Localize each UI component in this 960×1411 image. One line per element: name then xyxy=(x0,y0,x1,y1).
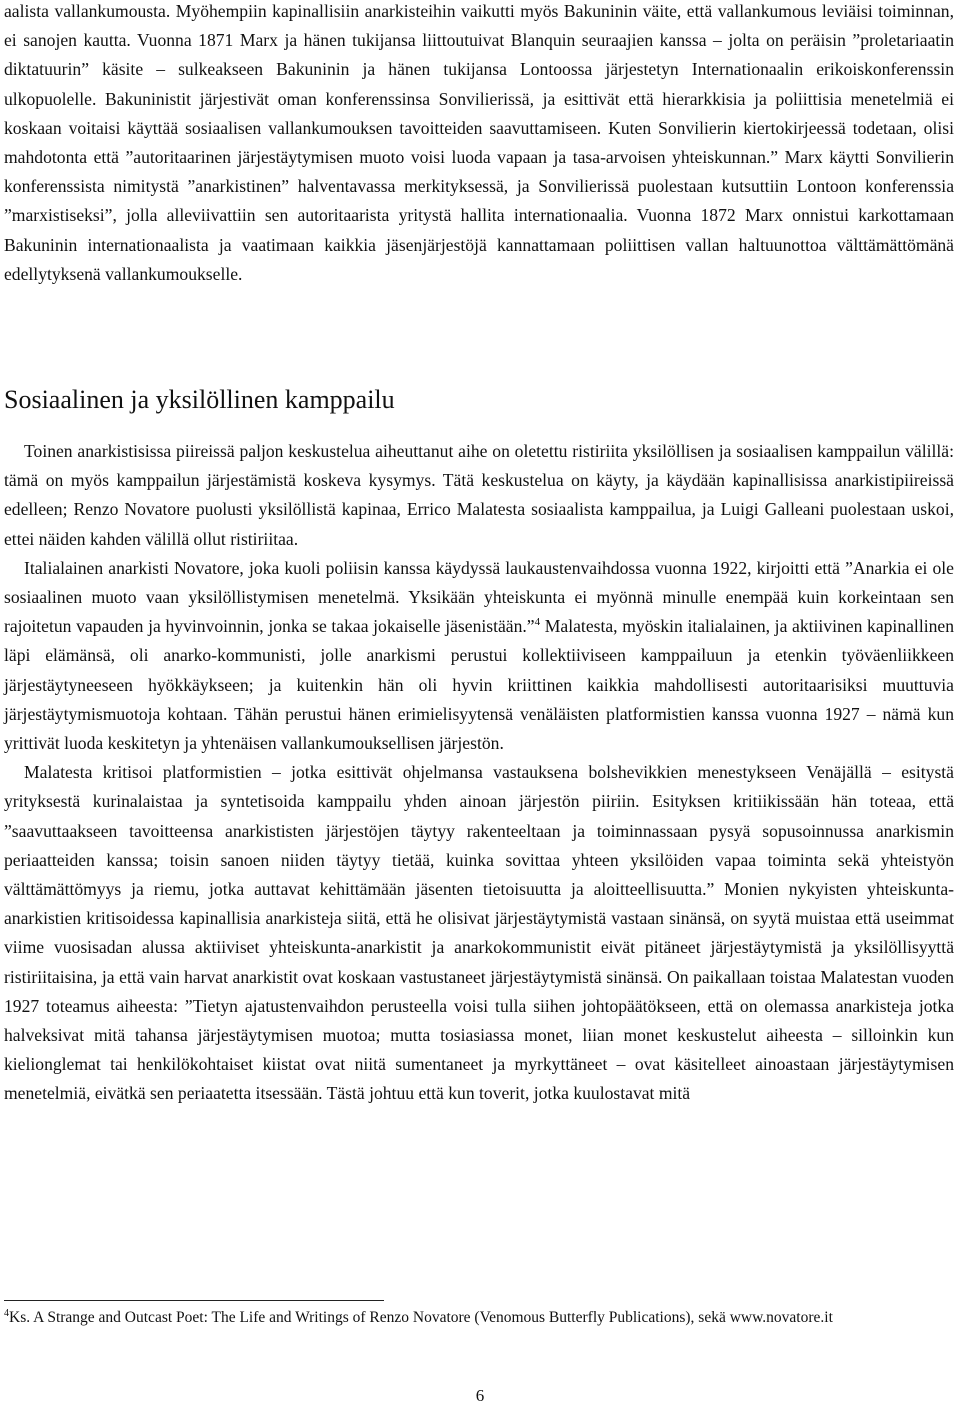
footnote-reference[interactable]: 4 xyxy=(534,616,541,629)
continued-paragraph-block xyxy=(4,0,954,289)
footnote xyxy=(4,1306,954,1330)
page-number: 6 xyxy=(475,1386,485,1405)
paragraph-2-continuation: Malatesta, myöskin italialainen, ja aktiivinen kapinallinen läpi elämänsä, oli anarko-kommunisti, jolle anarkismi perustui kollektiiviseen kamppailuun ja etenkin työväenliikkeen järjestäytyneeseen hyökkäykseen; ja kuitenkin hän oli hyvin kriittinen kaikkia mahdollisesti autoritaarisiksi muuttuvia järjestäytymismuotoja kohtaan. Tähän perustui hänen erimielisyytensä venäläisten platformistien kanssa vuonna 1927 – nämä kun yrittivät luoda keskitetyn ja yhtenäisen vallankumouksellisen järjestön. xyxy=(4,616,954,754)
footnote-divider xyxy=(4,1300,384,1301)
paragraph-2-text: Italialainen anarkisti Novatore, joka kuoli poliisin kanssa käydyssä laukaustenvaihdossa vuonna 1922, kirjoitti että ”Anarkia ei ole sosiaalinen muoto vaan yksilöllistymisen menetelmä. Yksikään yhteiskunta ei myönnä minulle enempää kuin korkeintaan sen rajoitetun vapauden ja hyvinvoinnin, jonka se takaa jokaiselle jäsenistään.” xyxy=(4,557,954,637)
section-body xyxy=(4,437,954,1109)
footnote-text: Ks. A Strange and Outcast Poet: The Life and Writings of Renzo Novatore (Venomous Butterfly Publications), sekä www.novatore.it xyxy=(9,1309,833,1326)
paragraph-3: Malatesta kritisoi platformistien – jotka esittivät ohjelmansa vastauksena bolshevikkien menestykseen Venäjällä – esitystä yrityksestä kurinalaistaa ja syntetisoida kamppailu yhden ainoan järjestön piiriin. Esityksen kritiikissään hän toteaa, että ”saavuttaakseen tavoitteensa anarkististen järjestöjen täytyy rakenteeltaan ja toiminnassaan pysyä sopusoinnussa anarkismin periaatteiden kanssa; toisin sanoen niiden täytyy tietää, kuinka sovittaa yhteen yksilöiden vapaa toiminta sekä yhteistyön välttämättömyys ja riemu, jotka auttavat kehittämään jäsenten tietoisuutta ja aloitteellisuutta.” Monien nykyisten yhteiskunta-anarkistien kritisoidessa kapinallisia anarkisteja siitä, että he olisivat järjestäytymistä vastaan sinänsä, on syytä muistaa että useimmat viime vuosisadan alussa aktiiviset yhteiskunta-anarkistit ja anarkokommunistit eivät pitäneet järjestäytymistä ja yksilöllisyyttä ristiriitaisina, ja että vain harvat anarkistit ovat koskaan vastustaneet järjestäytymistä sinänsä. On paikallaan toistaa Malatestan vuoden 1927 toteamus aiheesta: ”Tietyn ajatustenvaihdon perusteella voisi tulla siihen johtopäätökseen, että on olemassa anarkisteja jotka halveksivat mitä tahansa järjestäytymisen muotoa; mutta tosiasiassa monet, liian monet keskustelut aiheesta – silloinkin kun kielionglemat tai henkilökohtaiset kiistat ovat niitä sumentaneet ja myrkyttäneet – ovat käsitelleet ainoastaan järjestäytymisen menetelmiä, eivätkä sen periaatetta itsessään. Tästä johtuu että kun toverit, jotka kuulostavat mitä xyxy=(4,762,954,1104)
section-heading: Sosiaalinen ja yksilöllinen kamppailu xyxy=(4,385,395,414)
footnote-number: 4 xyxy=(4,1307,9,1319)
paragraph-2 xyxy=(4,554,954,758)
continued-paragraph: aalista vallankumousta. Myöhempiin kapinallisiin anarkisteihin vaikutti myös Bakuninin väite, että vallankumous leviäisi toiminnan, ei sanojen kautta. Vuonna 1871 Marx ja hänen tukijansa liittoutuivat Blanquin seuraajien kanssa – jolta on peräisin ”proletariaatin diktatuurin” käsite – sulkeakseen Bakuninin ja hänen tukijansa Lontoossa järjestetyn Internationaalin erikoiskonferenssin ulkopuolelle. Bakuninistit järjestivät oman konferenssinsa Sonvilierissä, ja esittivät että hierarkkisia ja poliittisia menetelmiä ei koskaan voitaisi käyttää sosiaalisen vallankumouksen tavoitteiden saavuttamiseen. Kuten Sonvilierin kiertokirjeessä todetaan, olisi mahdotonta että ”autoritaarinen järjestäytymisen muoto voisi luoda vapaan ja tasa-arvoisen yhteiskunnan.” Marx käytti Sonvilierin konferenssista nimitystä ”anarkistinen” halventavassa merkityksessä, ja Sonvilierissä puolestaan kutsuttiin Lontoon konferenssia ”marxistiseksi”, jolla alleviivattiin sen autoritaarista yritystä hallita internationaalia. Vuonna 1872 Marx onnistui karkottamaan Bakuninin internationaalista ja vaatimaan kaikkia jäsenjärjestöjä kannattamaan poliittisen vallan haltuunottoa välttämättömänä edellytyksenä vallankumoukselle. xyxy=(4,1,954,284)
paragraph-1: Toinen anarkistisissa piireissä paljon keskustelua aiheuttanut aihe on oletettu ristiriita yksilöllisen ja sosiaalisen kamppailun välillä: tämä on myös kamppailun järjestämistä koskeva kysymys. Tätä keskustelua on käyty, ja käydään kapinallisissa anarkistipiireissä edelleen; Renzo Novatore puolusti yksilöllistä kapinaa, Errico Malatesta sosiaalista kamppailua, ja Luigi Galleani puolestaan uskoi, ettei näiden kahden välillä ollut ristiriitaa. xyxy=(4,441,954,549)
